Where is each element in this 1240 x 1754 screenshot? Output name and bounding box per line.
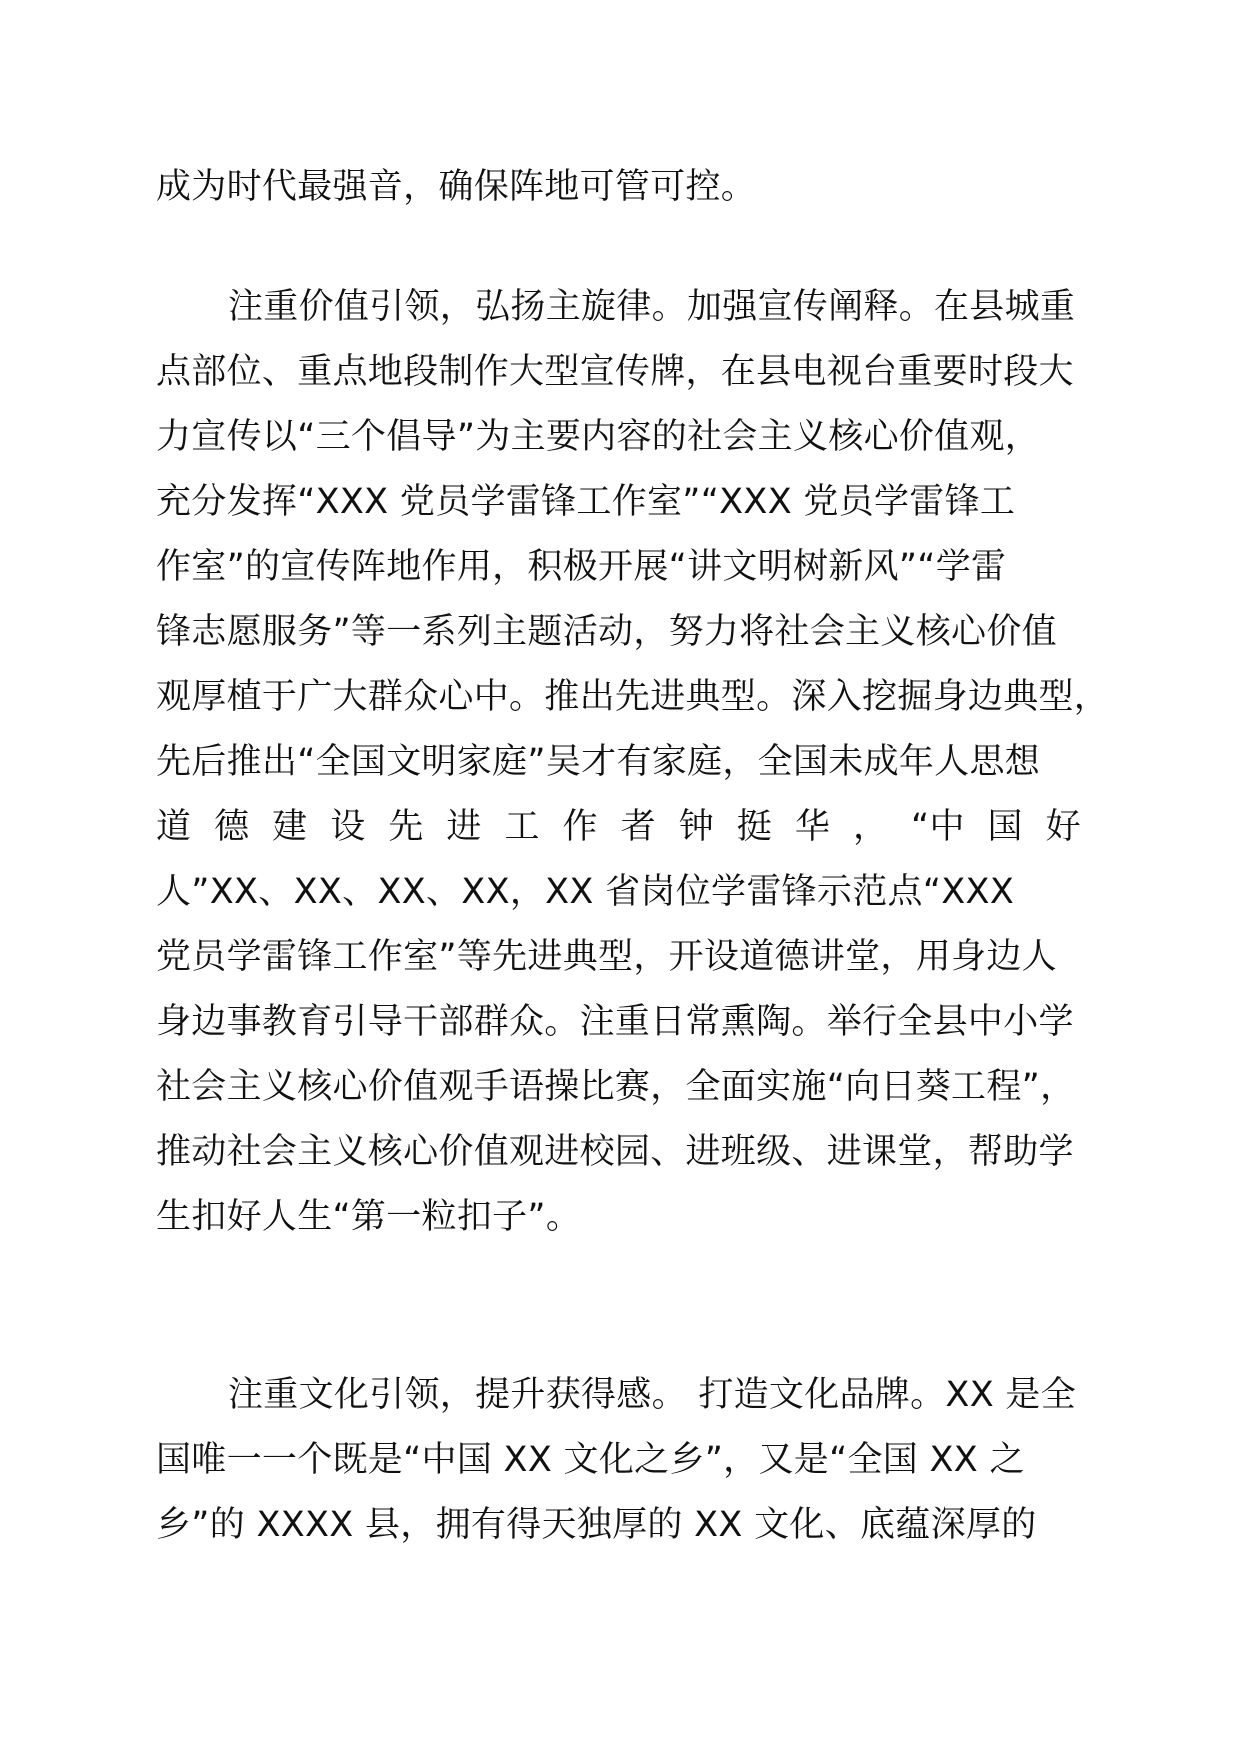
paragraph-first-line-rest: 加强宣传阐释。在县城重	[686, 287, 1076, 327]
text-char: 挺	[736, 807, 773, 847]
paragraph-first-line	[156, 1363, 1081, 1428]
paragraph-lead-heading: 注重价值引领，弘扬主旋律。	[228, 287, 687, 327]
text-char: 先	[388, 807, 424, 847]
text-line: 充分发挥“XXX 党员学雷锋工作室”“XXX 党员学雷锋工	[156, 482, 1016, 522]
text-line: 作室”的宣传阵地作用，积极开展“讲文明树新风”“学雷	[156, 547, 1007, 587]
paragraph-first-line-rest: 打造文化品牌。XX 是全	[686, 1375, 1077, 1415]
text-line: 国唯一一个既是“中国 XX 文化之乡”，又是“全国 XX 之	[156, 1440, 1025, 1480]
text-char: 钟	[678, 807, 715, 847]
text-line: 推动社会主义核心价值观进校园、进班级、进课堂，帮助学	[156, 1132, 1074, 1172]
text-char: “中	[911, 807, 965, 847]
text-char: 作	[562, 807, 598, 847]
text-char: 工	[504, 807, 540, 847]
text-char: 德	[214, 807, 250, 847]
text-line: 观厚植于广大群众心中。推出先进典型。深入挖掘身边典型，	[156, 677, 1110, 717]
text-line: 人”XX、XX、XX、XX，XX 省岗位学雷锋示范点“XXX	[156, 872, 1015, 912]
text-line: 力宣传以“三个倡导”为主要内容的社会主义核心价值观，	[156, 417, 1041, 457]
justified-text-line	[156, 795, 1081, 860]
text-line: 点部位、重点地段制作大型宣传牌，在县电视台重要时段大	[156, 352, 1074, 392]
text-line: 先后推出“全国文明家庭”吴才有家庭，全国未成年人思想	[156, 742, 1041, 782]
text-line: 党员学雷锋工作室”等先进典型，开设道德讲堂，用身边人	[156, 937, 1057, 977]
text-char: 好	[1045, 807, 1081, 847]
text-char: 华	[794, 807, 831, 847]
paragraph-value-guidance	[156, 275, 1110, 1250]
text-line: 社会主义核心价值观手语操比赛，全面实施“向日葵工程”，	[156, 1067, 1076, 1107]
text-char: 设	[330, 807, 366, 847]
text-line: 身边事教育引导干部群众。注重日常熏陶。举行全县中小学	[156, 1002, 1074, 1042]
text-char: ，	[852, 807, 889, 847]
text-char: 进	[446, 807, 482, 847]
text-char: 国	[987, 807, 1023, 847]
text-char: 者	[620, 807, 656, 847]
text-line: 乡”的 XXXX 县，拥有得天独厚的 XX 文化、底蕴深厚的	[156, 1505, 1037, 1545]
text-char: 建	[272, 807, 308, 847]
text-char: 道	[156, 807, 192, 847]
text-line: 生扣好人生“第一粒扣子”。	[156, 1197, 582, 1237]
paragraph-culture-guidance	[156, 1363, 1081, 1558]
paragraph-lead-heading: 注重文化引领，提升获得感。	[228, 1375, 687, 1415]
text-line: 锋志愿服务”等一系列主题活动，努力将社会主义核心价值	[156, 612, 1057, 652]
paragraph-first-line	[156, 275, 1081, 340]
continuation-text	[156, 155, 1081, 220]
text-line: 成为时代最强音，确保阵地可管可控。	[156, 167, 757, 207]
